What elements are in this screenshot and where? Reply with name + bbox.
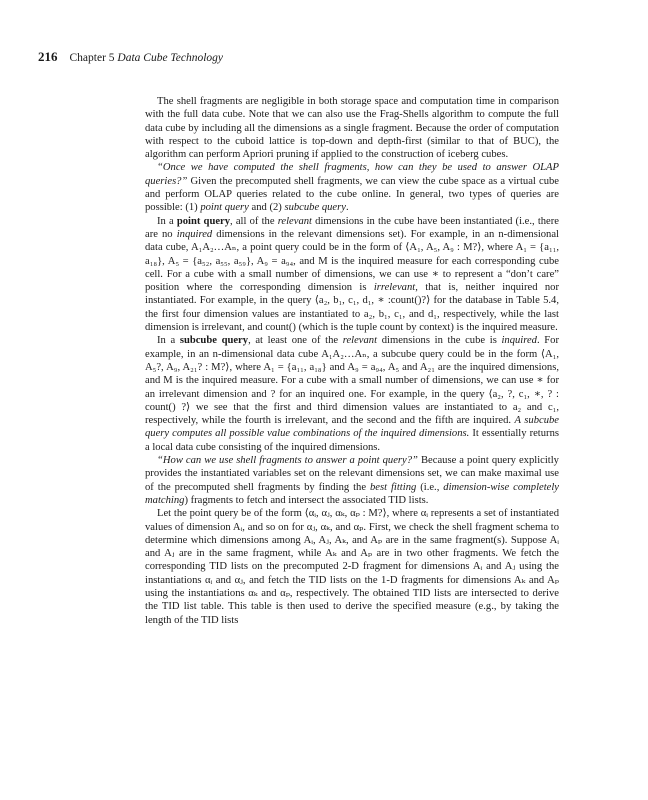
- text-run: dimensions in the cube have been instantiated (i.e., there are no: [145, 215, 559, 240]
- text-run: point query: [176, 215, 231, 227]
- text-run: and (2): [248, 202, 285, 214]
- text-run: irrelevant: [373, 282, 416, 294]
- text-run: ) fragments to fetch and intersect the associated TID lists.: [184, 494, 429, 506]
- text-run: dimensions in the cube is: [377, 335, 502, 347]
- text-run: best fitting: [369, 481, 417, 493]
- text-run: , that is, neither inquired nor instantiated. For example, in the query ⟨a₂, b₁, c₁, d₁, ∗ :count()?⟩ for the database in Table 5.4, the first four dimension values are instantiated to a₂, b₁, c₁, and d₁, respectively, while the last dimension is irrelevant, and count() (which is the tuple count by context) is the inquired measure.: [145, 282, 559, 334]
- text-run: In a: [157, 215, 177, 227]
- paragraph: [145, 95, 559, 161]
- text-run: relevant: [342, 335, 378, 347]
- body-text: [145, 95, 559, 627]
- text-run: Let the point query be of the form ⟨αᵢ, αⱼ, αₖ, αₚ : M?⟩, where αᵢ represents a set of instantiated values of dimension Aᵢ, and so on for αⱼ, αₖ, and αₚ. First, we check the shell fragment schema to determine which dimensions among Aᵢ, Aⱼ, Aₖ, and Aₚ are in the same fragment(s). Suppose Aᵢ and Aⱼ are in the same fragment, while Aₖ and Aₚ are in two other fragments. We fetch the corresponding TID lists on the precomputed 2-D fragment for dimensions Aᵢ and Aⱼ using the instantiations αᵢ and αⱼ, and fetch the TID lists on the 1-D fragments for dimensions Aₖ and Aₚ using the instantiations αₖ and αₚ, respectively. The obtained TID lists are intersected to derive the TID list table. This table is then used to derive the specified measure (e.g., by taking the length of the TID lists: [145, 508, 559, 626]
- page-number: 216: [38, 49, 58, 64]
- text-run: “How can we use shell fragments to answer a point query?”: [157, 455, 418, 467]
- text-run: (i.e.,: [416, 481, 444, 493]
- chapter-label: Chapter 5: [69, 52, 115, 64]
- chapter-title: Data Cube Technology: [117, 52, 224, 64]
- text-run: In a: [157, 335, 180, 347]
- text-run: . For example, in an n-dimensional data cube A₁A₂…Aₙ, a subcube query could be in the form ⟨A₁, A₅?, A₉, A₂₁? : M?⟩, where A₁ = {a₁₁, a₁₈} and A₉ = a₉₄, A₅ and A₂₁ are the inquired dimensions, and M is the inquired measure. For a cube with a small number of dimensions, we can use ∗ for an irrelevant dimension and ? for an inquired one. For example, in the query ⟨a₂, ?, c₁, ∗, ? : count() ?⟩ we see that the first and third dimension values are instantiated to a₂ and c₁, respectively, while the fourth is irrelevant, and the second and the fifth are inquired.: [145, 335, 559, 427]
- text-run: subcube query: [284, 202, 346, 214]
- text-run: subcube query: [179, 335, 249, 347]
- text-run: Given the precomputed shell fragments, we can view the cube space as a virtual cube and perform OLAP queries related to the cube online. In general, two types of queries are possible: (1): [145, 175, 559, 214]
- paragraph: [145, 334, 559, 454]
- text-run: “Once we have computed the shell fragments, how can they be used to answer OLAP queries?”: [145, 162, 559, 187]
- paragraph: [145, 215, 559, 335]
- text-run: inquired: [176, 228, 213, 240]
- text-run: , at least one of the: [248, 335, 343, 347]
- paragraph: [145, 454, 559, 507]
- text-run: , all of the: [230, 215, 278, 227]
- running-header: [38, 49, 223, 65]
- text-run: Because a point query explicitly provides the instantiated variables set on the relevant dimensions set, we can make maximal use of the precomputed shell fragments by finding the: [145, 455, 559, 493]
- text-run: It essentially returns a local data cube consisting of the inquired dimensions.: [145, 428, 559, 453]
- paragraph: [145, 507, 559, 627]
- text-run: A subcube query computes all possible value combinations of the inquired dimensions.: [145, 415, 559, 440]
- text-run: .: [345, 202, 349, 214]
- text-run: dimensions in the relevant dimensions set). For example, in an n-dimensional data cube, A₁A₂…Aₙ, a point query could be in the form of ⟨A₁, A₅, A₉ : M?⟩, where A₁ = {a₁₁, a₁₈}, A₅ = {a₅₂, a₅₅, a₅₉}, A₉ = a₉₄, and M is the inquired measure for each corresponding cube cell. For a cube with a small number of dimensions, we can use ∗ to represent a “don’t care” position where the corresponding dimension is: [145, 228, 559, 294]
- text-run: inquired: [501, 335, 537, 347]
- text-run: The shell fragments are negligible in both storage space and computation time in comparison with the full data cube. Note that we can also use the Frag-Shells algorithm to compute the full data cube by including all the dimensions as a single fragment. Because the order of computation with respect to the cuboid lattice is top-down and depth-first (similar to that of BUC), the algorithm can perform Apriori pruning if applied to the construction of iceberg cubes.: [145, 96, 559, 161]
- text-run: dimension-wise completely matching: [145, 481, 560, 506]
- text-run: relevant: [277, 215, 313, 227]
- paragraph: [145, 161, 559, 214]
- text-run: point query: [200, 202, 249, 214]
